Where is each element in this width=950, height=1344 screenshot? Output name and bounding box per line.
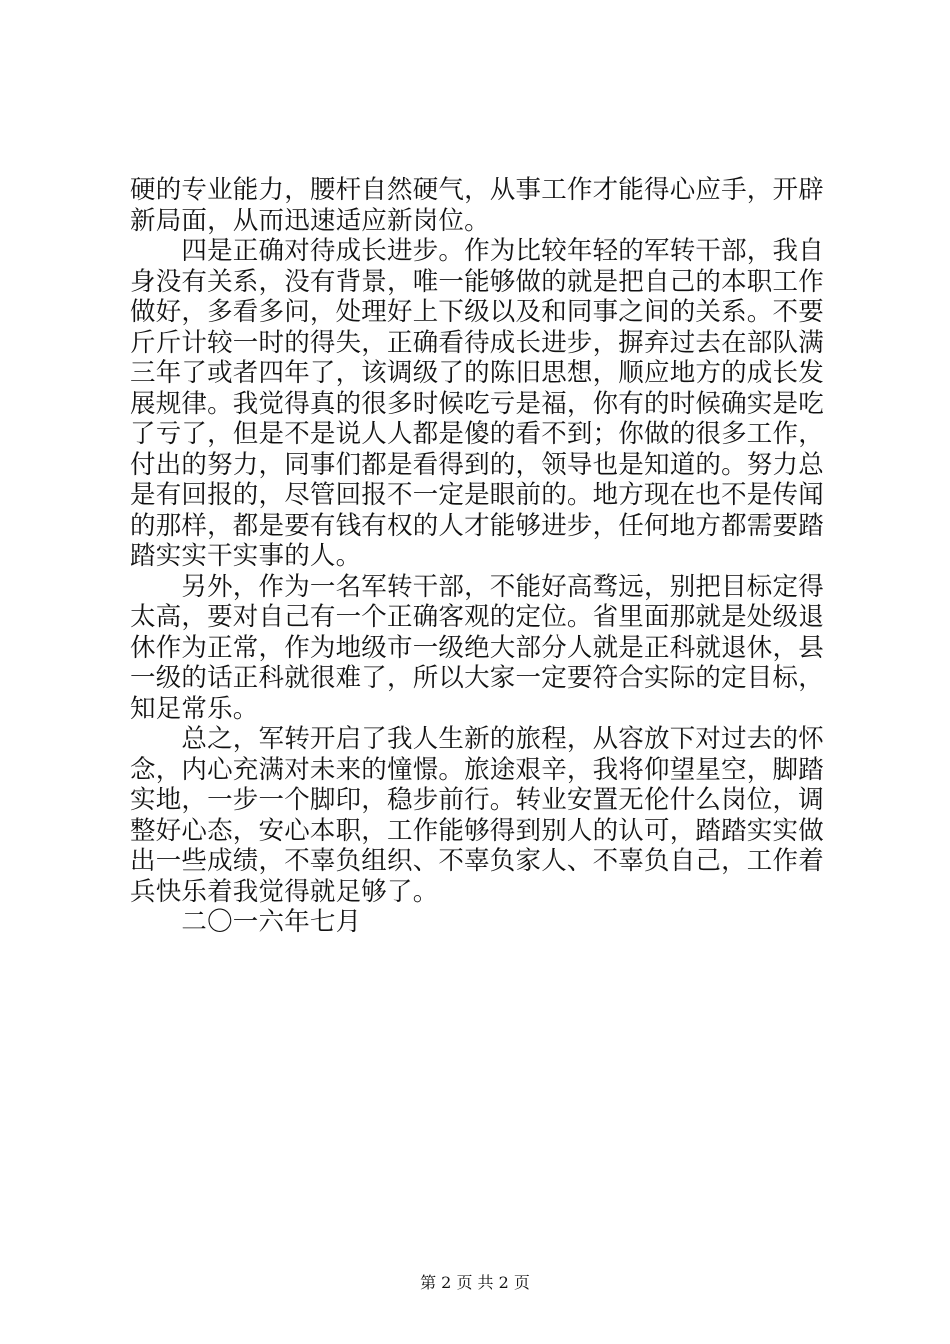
text-line: 身没有关系，没有背景，唯一能够做的就是把自己的本职工作: [130, 266, 824, 297]
text-line: 另外，作为一名军转干部，不能好高骛远，别把目标定得: [130, 571, 824, 602]
text-line: 了亏了，但是不是说人人都是傻的看不到；你做的很多工作，: [130, 419, 824, 449]
page-footer: [0, 1273, 950, 1293]
text-line: 出一些成绩，不辜负组织、不辜负家人、不辜负自己，工作着: [130, 846, 824, 876]
text-line: 新局面，从而迅速适应新岗位。: [130, 205, 490, 236]
page-number-label: 第 2 页 共 2 页: [420, 1273, 530, 1292]
text-line: 整好心态，安心本职，工作能够得到别人的认可，踏踏实实做: [130, 815, 824, 846]
text-line: 斤斤计较一时的得失，正确看待成长进步，摒弃过去在部队满: [130, 327, 824, 358]
text-line: 四是正确对待成长进步。作为比较年轻的军转干部，我自: [130, 236, 824, 266]
body-text: [130, 175, 830, 938]
text-line: 的那样，都是要有钱有权的人才能够进步，任何地方都需要踏: [130, 510, 824, 541]
text-line: 知足常乐。: [130, 693, 259, 724]
text-line: 念，内心充满对未来的憧憬。旅途艰辛，我将仰望星空，脚踏: [130, 754, 824, 785]
text-line: 一级的话正科就很难了，所以大家一定要符合实际的定目标，: [130, 663, 824, 693]
text-line: 太高，要对自己有一个正确客观的定位。省里面那就是处级退: [130, 602, 824, 632]
text-line: 总之，军转开启了我人生新的旅程，从容放下对过去的怀: [130, 724, 824, 754]
text-line: 兵快乐着我觉得就足够了。: [130, 876, 439, 907]
text-line: 休作为正常，作为地级市一级绝大部分人就是正科就退休，县: [130, 632, 824, 663]
text-line: 三年了或者四年了，该调级了的陈旧思想，顺应地方的成长发: [130, 358, 824, 388]
text-line: 踏实实干实事的人。: [130, 541, 362, 571]
text-line: 是有回报的，尽管回报不一定是眼前的。地方现在也不是传闻: [130, 480, 824, 510]
date-line: 二〇一六年七月: [130, 907, 362, 937]
text-line: 做好，多看多问，处理好上下级以及和同事之间的关系。不要: [130, 297, 824, 327]
text-line: 付出的努力，同事们都是看得到的，领导也是知道的。努力总: [130, 449, 824, 480]
text-line: 硬的专业能力，腰杆自然硬气，从事工作才能得心应手，开辟: [130, 175, 824, 205]
text-line: 实地，一步一个脚印，稳步前行。转业安置无伦什么岗位，调: [130, 785, 824, 815]
text-line: 展规律。我觉得真的很多时候吃亏是福，你有的时候确实是吃: [130, 388, 824, 419]
